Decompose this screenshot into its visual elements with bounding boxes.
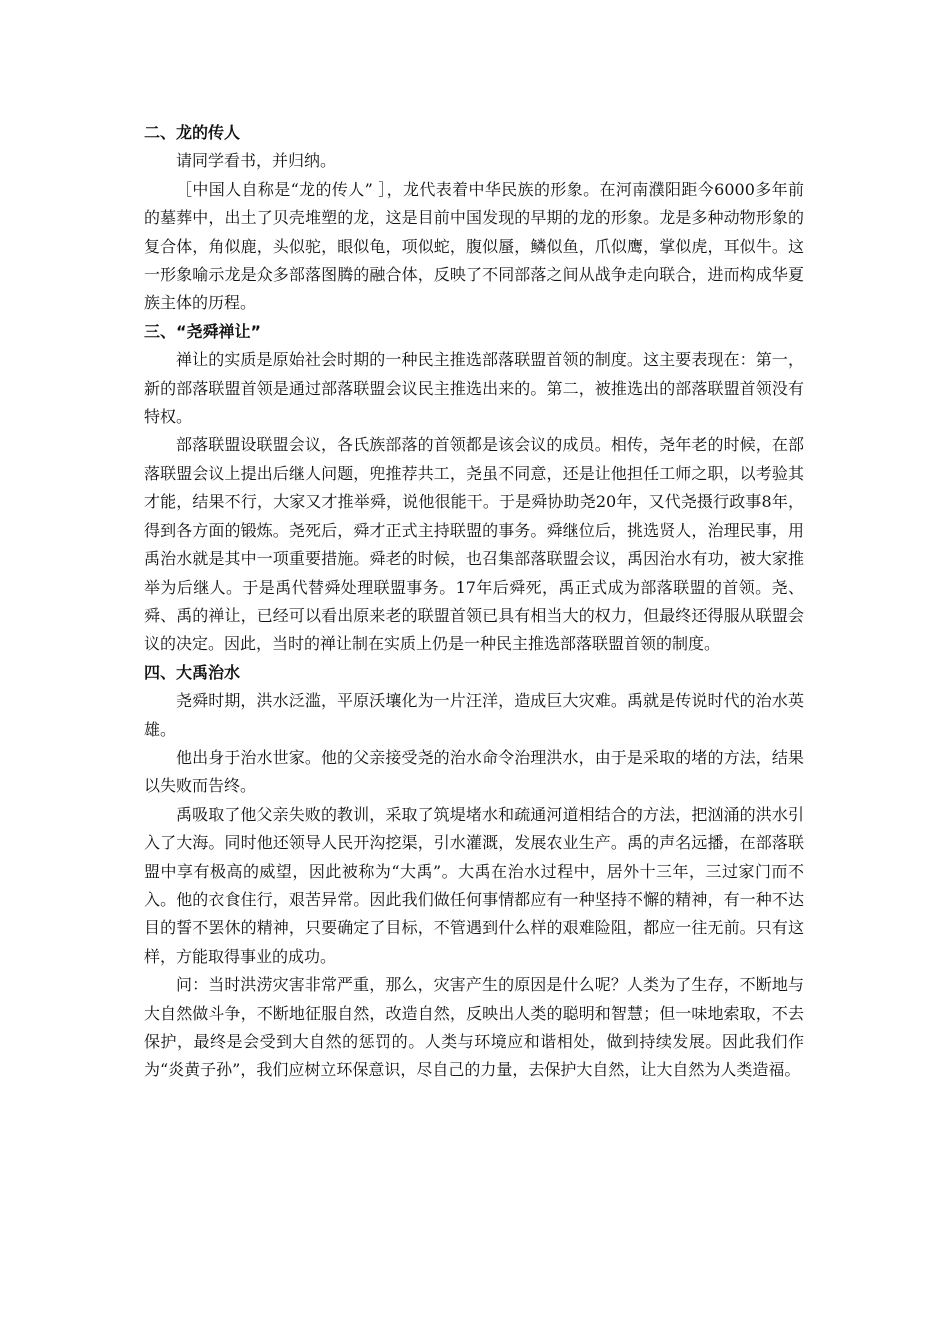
paragraph: 部落联盟设联盟会议，各氏族部落的首领都是该会议的成员。相传，尧年老的时候，在部落联盟会议上提出后继人问题，兜推荐共工，尧虽不同意，还是让他担任工师之职，以考验其才能，结果不行，大家又才推举舜，说他很能干。于是舜协助尧20年，又代尧摄行政事8年，得到各方面的锻炼。尧死后，舜才正式主持联盟的事务。舜继位后，挑选贤人，治理民事，用禹治水就是其中一项重要措施。舜老的时候，也召集部落联盟会议，禹因治水有功，被大家推举为后继人。于是禹代替舜处理联盟事务。17年后舜死，禹正式成为部落联盟的首领。尧、舜、禹的禅让，已经可以看出原来老的联盟首领已具有相当大的权力，但最终还得服从联盟会议的决定。因此，当时的禅让制在实质上仍是一种民主推选部落联盟首领的制度。 (144, 435, 804, 654)
paragraph: 尧舜时期，洪水泛滥，平原沃壤化为一片汪洋，造成巨大灾难。禹就是传说时代的治水英雄。 (144, 691, 804, 739)
paragraph: 请同学看书，并归纳。 (176, 151, 337, 171)
paragraph: 禅让的实质是原始社会时期的一种民主推选部落联盟首领的制度。这主要表现在：第一，新的部落联盟首领是通过部落联盟会议民主推选出来的。第二，被推选出的部落联盟首领没有特权。 (144, 350, 804, 427)
document-page (144, 119, 804, 1085)
section-yao-shun-abdication (144, 318, 804, 659)
paragraph: ［中国人自称是“龙的传人” ］，龙代表着中华民族的形象。在河南濮阳距今6000多年前的墓葬中，出土了贝壳堆塑的龙，这是目前中国发现的早期的龙的形象。龙是多种动物形象的复合体，角似鹿，头似驼，眼似龟，项似蛇，腹似蜃，鳞似鱼，爪似鹰，掌似虎，耳似牛。这一形象喻示龙是众多部落图腾的融合体，反映了不同部落之间从战争走向联合，进而构成华夏族主体的历程。 (144, 179, 804, 313)
section-heading: 二、龙的传人 (144, 123, 241, 142)
section-dragon-descendants (144, 119, 804, 318)
paragraph: 问：当时洪涝灾害非常严重，那么，灾害产生的原因是什么呢？人类为了生存，不断地与大自然做斗争，不断地征服自然，改造自然，反映出人类的聪明和智慧；但一味地索取，不去保护，最终是会受到大自然的惩罚的。人类与环境应和谐相处，做到持续发展。因此我们作为“炎黄子孙”，我们应树立环保意识，尽自己的力量，去保护大自然，让大自然为人类造福。 (144, 975, 804, 1080)
paragraph: 他出身于治水世家。他的父亲接受尧的治水命令治理洪水，由于是采取的堵的方法，结果以失败而告终。 (144, 747, 804, 796)
section-yu-flood-control (144, 659, 804, 1085)
paragraph: 禹吸取了他父亲失败的教训，采取了筑堤堵水和疏通河道相结合的方法，把汹涌的洪水引入了大海。同时他还领导人民开沟挖渠，引水灌溉，发展农业生产。禹的声名远播，在部落联盟中享有极高的威望，因此被称为“大禹”。大禹在治水过程中，居外十三年，三过家门而不入。他的衣食住行，艰苦异常。因此我们做任何事情都应有一种坚持不懈的精神，有一种不达目的誓不罢休的精神，只要确定了目标，不管遇到什么样的艰难险阻，都应一往无前。只有这样，方能取得事业的成功。 (144, 804, 804, 966)
section-heading: 三、“尧舜禅让” (144, 321, 262, 341)
section-heading: 四、大禹治水 (144, 662, 241, 682)
